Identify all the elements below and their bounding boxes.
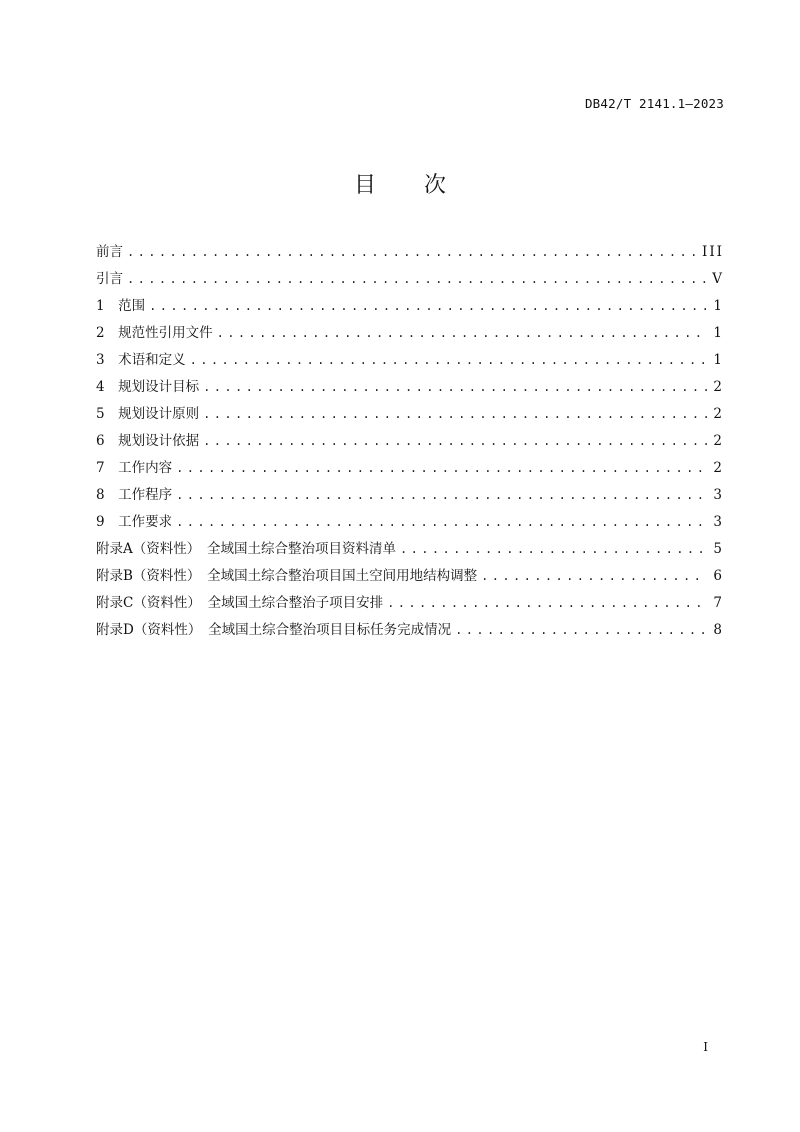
dot-leader — [203, 407, 707, 421]
toc-entry-label: 2 规范性引用文件 — [96, 325, 213, 341]
toc-entry-appendix-b[interactable] — [96, 564, 724, 591]
toc-page-number: 7 — [713, 595, 724, 611]
toc-entry-label: 附录C（资料性） 全域国土综合整治子项目安排 — [96, 595, 384, 611]
toc-entry-appendix-c[interactable] — [96, 591, 724, 618]
toc-page-number: 2 — [713, 406, 724, 422]
toc-page-number: 3 — [713, 487, 724, 503]
dot-leader — [481, 569, 707, 583]
toc-entry-normative-references[interactable] — [96, 321, 724, 348]
toc-entry-label: 附录D（资料性） 全域国土综合整治项目目标任务完成情况 — [96, 622, 452, 638]
toc-page-number: 8 — [713, 622, 724, 638]
dot-leader — [176, 515, 707, 529]
toc-page-number: 1 — [713, 298, 724, 314]
toc-entry-label: 8 工作程序 — [96, 487, 173, 503]
toc-entry-label: 3 术语和定义 — [96, 352, 186, 368]
toc-page-number: 1 — [713, 352, 724, 368]
toc-entry-label: 引言 — [96, 271, 123, 287]
toc-entry-appendix-a[interactable] — [96, 537, 724, 564]
toc-entry-terms-definitions[interactable] — [96, 348, 724, 375]
page-number: I — [703, 1040, 708, 1054]
toc-entry-work-requirements[interactable] — [96, 510, 724, 537]
title-char-2: 次 — [424, 173, 447, 198]
toc-page-number: V — [712, 271, 724, 287]
dot-leader — [203, 380, 707, 394]
dot-leader — [455, 623, 707, 637]
dot-leader — [149, 299, 707, 313]
toc-entry-work-content[interactable] — [96, 456, 724, 483]
toc-page-number: 3 — [713, 514, 724, 530]
table-of-contents — [96, 240, 724, 645]
toc-page-number: 2 — [713, 379, 724, 395]
toc-entry-design-goals[interactable] — [96, 375, 724, 402]
toc-entry-label: 6 规划设计依据 — [96, 433, 200, 449]
toc-entry-label: 前言 — [96, 244, 123, 260]
toc-page-number: 1 — [713, 325, 724, 341]
dot-leader — [127, 272, 706, 286]
dot-leader — [176, 488, 707, 502]
toc-page-number: 6 — [713, 568, 724, 584]
toc-entry-label: 7 工作内容 — [96, 460, 173, 476]
toc-entry-work-procedure[interactable] — [96, 483, 724, 510]
toc-page-number: 2 — [713, 460, 724, 476]
toc-entry-foreword[interactable] — [96, 240, 724, 267]
dot-leader — [203, 434, 707, 448]
toc-entry-label: 5 规划设计原则 — [96, 406, 200, 422]
dot-leader — [387, 596, 707, 610]
toc-page-number: III — [702, 244, 724, 260]
dot-leader — [217, 326, 708, 340]
toc-entry-introduction[interactable] — [96, 267, 724, 294]
toc-entry-label: 4 规划设计目标 — [96, 379, 200, 395]
toc-page-number: 2 — [713, 433, 724, 449]
dot-leader — [190, 353, 708, 367]
toc-entry-label: 附录B（资料性） 全域国土综合整治项目国土空间用地结构调整 — [96, 568, 478, 584]
toc-entry-design-basis[interactable] — [96, 429, 724, 456]
toc-entry-design-principles[interactable] — [96, 402, 724, 429]
toc-entry-scope[interactable] — [96, 294, 724, 321]
toc-entry-label: 1 范围 — [96, 298, 146, 314]
dot-leader — [127, 245, 696, 259]
dot-leader — [176, 461, 707, 475]
toc-entry-appendix-d[interactable] — [96, 618, 724, 645]
toc-entry-label: 附录A（资料性） 全域国土综合整治项目资料清单 — [96, 541, 396, 557]
dot-leader — [400, 542, 707, 556]
document-code: DB42/T 2141.1—2023 — [584, 96, 724, 111]
toc-entry-label: 9 工作要求 — [96, 514, 173, 530]
page-title — [0, 168, 800, 199]
title-char-1: 目 — [353, 173, 376, 198]
toc-page-number: 5 — [713, 541, 724, 557]
